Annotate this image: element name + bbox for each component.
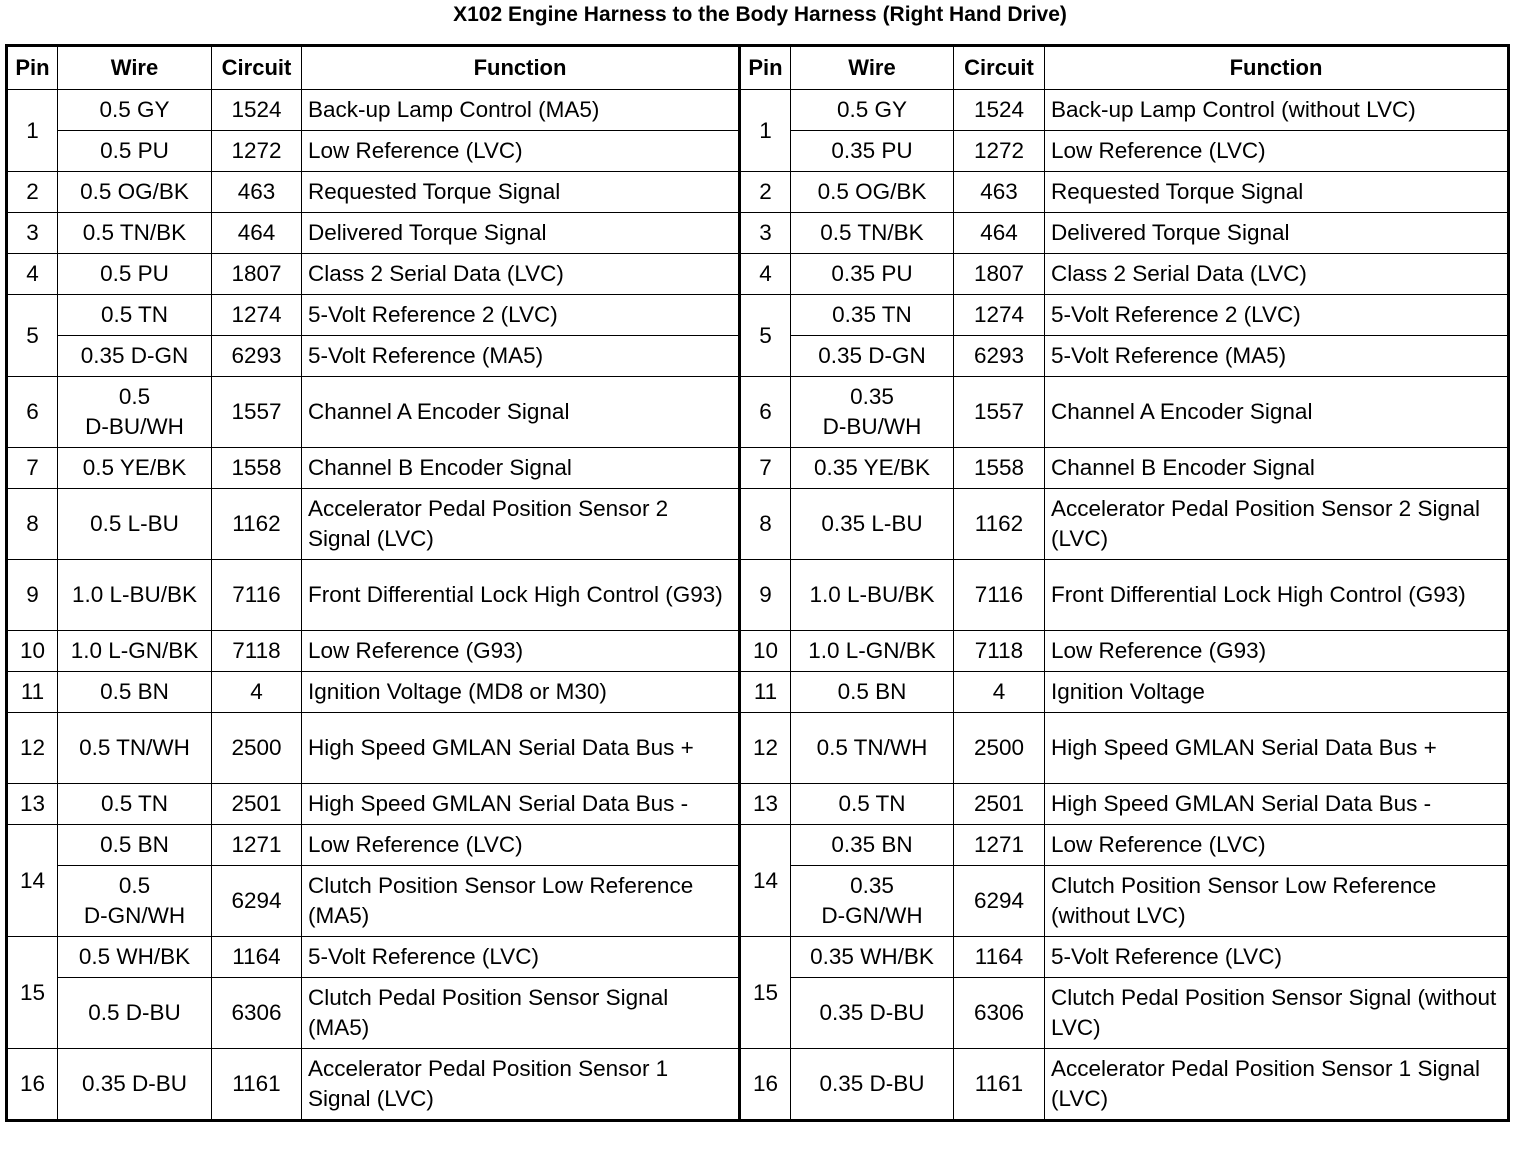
table-row — [7, 713, 1509, 784]
wire-cell: 0.35 TN — [791, 295, 954, 336]
wire-cell: 0.5 BN — [58, 825, 212, 866]
function-cell: Requested Torque Signal — [1045, 172, 1509, 213]
wire-cell: 0.5 GY — [791, 90, 954, 131]
wire-color: D-GN/WH — [83, 903, 186, 928]
wire-cell: 1.0 L-BU/BK — [791, 560, 954, 631]
function-cell: Channel A Encoder Signal — [1045, 377, 1509, 448]
wire-cell: 0.5 D-BU — [58, 978, 212, 1049]
wire-cell — [58, 377, 212, 448]
wire-gauge: 0.5 — [118, 873, 151, 898]
pin-cell: 8 — [7, 489, 58, 560]
wire-cell — [58, 866, 212, 937]
wire-cell: 0.35 D-BU — [791, 978, 954, 1049]
circuit-cell: 1271 — [212, 825, 302, 866]
wire-cell: 0.5 PU — [58, 254, 212, 295]
function-cell: Ignition Voltage — [1045, 672, 1509, 713]
circuit-cell: 1807 — [954, 254, 1045, 295]
wire-gauge: 0.35 — [850, 384, 894, 409]
circuit-cell: 6306 — [212, 978, 302, 1049]
header-wire: Wire — [58, 46, 212, 90]
pin-cell: 16 — [740, 1049, 791, 1121]
function-cell: 5-Volt Reference 2 (LVC) — [302, 295, 740, 336]
wire-color: D-BU/WH — [822, 414, 922, 439]
circuit-cell: 1558 — [954, 448, 1045, 489]
wire-cell: 0.5 TN — [58, 295, 212, 336]
header-pin: Pin — [7, 46, 58, 90]
table-row — [7, 90, 1509, 131]
circuit-cell: 6294 — [212, 866, 302, 937]
wire-cell: 0.5 TN — [791, 784, 954, 825]
header-circuit: Circuit — [954, 46, 1045, 90]
function-cell: Low Reference (LVC) — [1045, 131, 1509, 172]
function-cell: Low Reference (LVC) — [302, 825, 740, 866]
table-row — [7, 825, 1509, 866]
circuit-cell: 4 — [954, 672, 1045, 713]
pin-cell: 6 — [740, 377, 791, 448]
wire-cell: 0.5 TN — [58, 784, 212, 825]
header-function: Function — [302, 46, 740, 90]
wire-cell: 0.5 BN — [791, 672, 954, 713]
circuit-cell: 464 — [212, 213, 302, 254]
function-cell: Clutch Position Sensor Low Reference (without LVC) — [1045, 866, 1509, 937]
wire-cell: 0.35 D-GN — [58, 336, 212, 377]
wire-color: D-GN/WH — [821, 903, 923, 928]
function-cell: Clutch Position Sensor Low Reference (MA5) — [302, 866, 740, 937]
function-cell: 5-Volt Reference 2 (LVC) — [1045, 295, 1509, 336]
table-row — [7, 377, 1509, 448]
circuit-cell: 2500 — [212, 713, 302, 784]
pin-cell: 5 — [7, 295, 58, 377]
circuit-cell: 1272 — [212, 131, 302, 172]
function-cell: High Speed GMLAN Serial Data Bus - — [302, 784, 740, 825]
wire-cell: 0.35 D-BU — [58, 1049, 212, 1121]
circuit-cell: 1161 — [212, 1049, 302, 1121]
circuit-cell: 1557 — [954, 377, 1045, 448]
function-cell: Class 2 Serial Data (LVC) — [1045, 254, 1509, 295]
wire-cell: 0.5 TN/BK — [58, 213, 212, 254]
circuit-cell: 1558 — [212, 448, 302, 489]
wire-cell: 0.35 BN — [791, 825, 954, 866]
table-row — [7, 937, 1509, 978]
header-wire: Wire — [791, 46, 954, 90]
circuit-cell: 7116 — [212, 560, 302, 631]
circuit-cell: 463 — [212, 172, 302, 213]
function-cell: Low Reference (G93) — [1045, 631, 1509, 672]
circuit-cell: 1274 — [212, 295, 302, 336]
function-cell: Channel B Encoder Signal — [302, 448, 740, 489]
wire-cell: 0.5 OG/BK — [791, 172, 954, 213]
table-row — [7, 448, 1509, 489]
circuit-cell: 1162 — [954, 489, 1045, 560]
pin-cell: 13 — [7, 784, 58, 825]
table-row — [7, 213, 1509, 254]
pin-cell: 11 — [7, 672, 58, 713]
circuit-cell: 6293 — [954, 336, 1045, 377]
wire-cell: 0.5 TN/WH — [791, 713, 954, 784]
function-cell: Low Reference (LVC) — [302, 131, 740, 172]
header-circuit: Circuit — [212, 46, 302, 90]
pin-cell: 6 — [7, 377, 58, 448]
wire-cell: 0.35 D-BU — [791, 1049, 954, 1121]
circuit-cell: 6306 — [954, 978, 1045, 1049]
wire-cell: 0.5 YE/BK — [58, 448, 212, 489]
page-title: X102 Engine Harness to the Body Harness (Right Hand Drive) — [453, 3, 1067, 26]
table-row — [7, 489, 1509, 560]
wire-cell: 0.5 OG/BK — [58, 172, 212, 213]
circuit-cell: 1807 — [212, 254, 302, 295]
wire-cell: 0.5 TN/BK — [791, 213, 954, 254]
function-cell: 5-Volt Reference (MA5) — [302, 336, 740, 377]
circuit-cell: 1524 — [954, 90, 1045, 131]
table-row — [7, 631, 1509, 672]
function-cell: Delivered Torque Signal — [302, 213, 740, 254]
circuit-cell: 7116 — [954, 560, 1045, 631]
function-cell: High Speed GMLAN Serial Data Bus + — [1045, 713, 1509, 784]
circuit-cell: 2501 — [212, 784, 302, 825]
function-cell: Requested Torque Signal — [302, 172, 740, 213]
wire-gauge: 0.35 — [850, 873, 894, 898]
pin-cell: 11 — [740, 672, 791, 713]
pin-cell: 5 — [740, 295, 791, 377]
pin-cell: 7 — [740, 448, 791, 489]
circuit-cell: 1274 — [954, 295, 1045, 336]
table-row — [7, 295, 1509, 336]
table-row — [7, 672, 1509, 713]
pin-cell: 13 — [740, 784, 791, 825]
function-cell: Class 2 Serial Data (LVC) — [302, 254, 740, 295]
circuit-cell: 7118 — [954, 631, 1045, 672]
pin-cell: 15 — [7, 937, 58, 1049]
pin-cell: 10 — [740, 631, 791, 672]
wire-cell: 0.35 PU — [791, 254, 954, 295]
pin-cell: 4 — [740, 254, 791, 295]
table-row — [7, 784, 1509, 825]
pin-cell: 14 — [740, 825, 791, 937]
circuit-cell: 2501 — [954, 784, 1045, 825]
wire-cell: 1.0 L-BU/BK — [58, 560, 212, 631]
function-cell: High Speed GMLAN Serial Data Bus + — [302, 713, 740, 784]
wire-cell: 0.5 L-BU — [58, 489, 212, 560]
circuit-cell: 6293 — [212, 336, 302, 377]
function-cell: Channel B Encoder Signal — [1045, 448, 1509, 489]
function-cell: Accelerator Pedal Position Sensor 2 Signal (LVC) — [1045, 489, 1509, 560]
circuit-cell: 1272 — [954, 131, 1045, 172]
wire-cell: 0.5 WH/BK — [58, 937, 212, 978]
wire-cell: 0.5 TN/WH — [58, 713, 212, 784]
circuit-cell: 4 — [212, 672, 302, 713]
wire-cell: 0.5 PU — [58, 131, 212, 172]
wire-cell — [791, 377, 954, 448]
wire-cell — [791, 866, 954, 937]
wire-cell: 1.0 L-GN/BK — [58, 631, 212, 672]
pin-cell: 12 — [7, 713, 58, 784]
circuit-cell: 6294 — [954, 866, 1045, 937]
pin-cell: 9 — [7, 560, 58, 631]
wire-cell: 0.35 D-GN — [791, 336, 954, 377]
function-cell: Front Differential Lock High Control (G93) — [1045, 560, 1509, 631]
function-cell: Back-up Lamp Control (MA5) — [302, 90, 740, 131]
table-row — [7, 254, 1509, 295]
wire-color: D-BU/WH — [85, 414, 184, 439]
wire-cell: 0.35 YE/BK — [791, 448, 954, 489]
circuit-cell: 1164 — [954, 937, 1045, 978]
function-cell: 5-Volt Reference (LVC) — [1045, 937, 1509, 978]
circuit-cell: 1271 — [954, 825, 1045, 866]
function-cell: Front Differential Lock High Control (G93) — [302, 560, 740, 631]
function-cell: Clutch Pedal Position Sensor Signal (MA5) — [302, 978, 740, 1049]
header-pin: Pin — [740, 46, 791, 90]
function-cell: Ignition Voltage (MD8 or M30) — [302, 672, 740, 713]
pin-cell: 16 — [7, 1049, 58, 1121]
function-cell: 5-Volt Reference (LVC) — [302, 937, 740, 978]
function-cell: Delivered Torque Signal — [1045, 213, 1509, 254]
circuit-cell: 464 — [954, 213, 1045, 254]
circuit-cell: 1524 — [212, 90, 302, 131]
wire-cell: 0.5 GY — [58, 90, 212, 131]
pin-cell: 1 — [740, 90, 791, 172]
pin-cell: 14 — [7, 825, 58, 937]
circuit-cell: 2500 — [954, 713, 1045, 784]
table-row — [7, 560, 1509, 631]
function-cell: Low Reference (G93) — [302, 631, 740, 672]
table-row — [7, 172, 1509, 213]
pinout-table — [5, 44, 1510, 1122]
header-row — [7, 46, 1509, 90]
circuit-cell: 463 — [954, 172, 1045, 213]
function-cell: Channel A Encoder Signal — [302, 377, 740, 448]
pin-cell: 9 — [740, 560, 791, 631]
pin-cell: 8 — [740, 489, 791, 560]
function-cell: Accelerator Pedal Position Sensor 1 Signal (LVC) — [302, 1049, 740, 1121]
circuit-cell: 1161 — [954, 1049, 1045, 1121]
pin-cell: 3 — [7, 213, 58, 254]
function-cell: Clutch Pedal Position Sensor Signal (without LVC) — [1045, 978, 1509, 1049]
wire-cell: 0.35 PU — [791, 131, 954, 172]
table-row — [7, 1049, 1509, 1121]
pin-cell: 1 — [7, 90, 58, 172]
pin-cell: 4 — [7, 254, 58, 295]
pin-cell: 2 — [740, 172, 791, 213]
circuit-cell: 1557 — [212, 377, 302, 448]
wire-cell: 0.35 WH/BK — [791, 937, 954, 978]
circuit-cell: 1162 — [212, 489, 302, 560]
header-function: Function — [1045, 46, 1509, 90]
function-cell: Accelerator Pedal Position Sensor 2 Signal (LVC) — [302, 489, 740, 560]
pin-cell: 12 — [740, 713, 791, 784]
function-cell: Back-up Lamp Control (without LVC) — [1045, 90, 1509, 131]
pin-cell: 10 — [7, 631, 58, 672]
function-cell: Accelerator Pedal Position Sensor 1 Signal (LVC) — [1045, 1049, 1509, 1121]
pin-cell: 3 — [740, 213, 791, 254]
function-cell: Low Reference (LVC) — [1045, 825, 1509, 866]
wire-cell: 1.0 L-GN/BK — [791, 631, 954, 672]
function-cell: High Speed GMLAN Serial Data Bus - — [1045, 784, 1509, 825]
pin-cell: 2 — [7, 172, 58, 213]
wire-cell: 0.35 L-BU — [791, 489, 954, 560]
circuit-cell: 1164 — [212, 937, 302, 978]
pin-cell: 7 — [7, 448, 58, 489]
pin-cell: 15 — [740, 937, 791, 1049]
function-cell: 5-Volt Reference (MA5) — [1045, 336, 1509, 377]
wire-cell: 0.5 BN — [58, 672, 212, 713]
wire-gauge: 0.5 — [118, 384, 151, 409]
circuit-cell: 7118 — [212, 631, 302, 672]
